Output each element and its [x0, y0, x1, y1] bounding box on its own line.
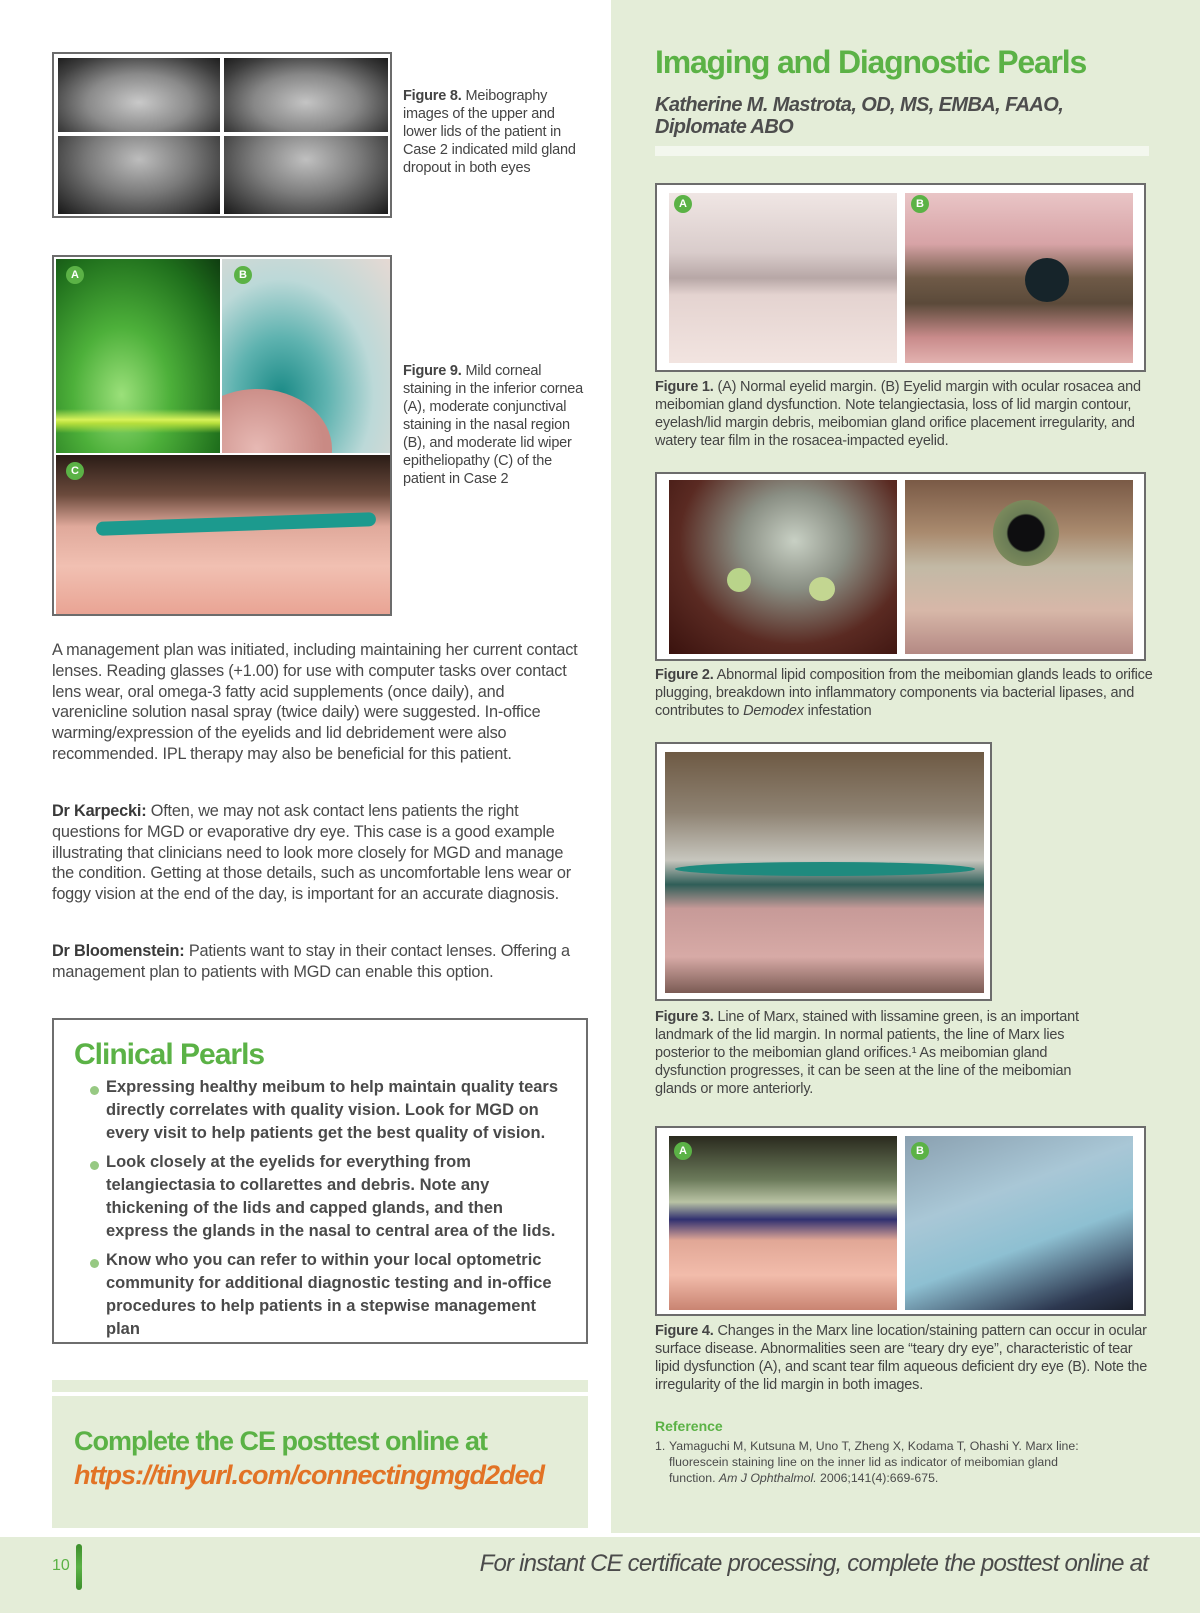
figure-9-label: Figure 9.: [403, 363, 462, 379]
badge-c: C: [66, 462, 84, 480]
badge-b: B: [911, 195, 929, 213]
reference-body: [669, 1438, 1095, 1486]
figure-2-label: Figure 2.: [655, 667, 714, 683]
figure-2-caption: [655, 666, 1155, 720]
ce-posttest-box: [52, 1396, 588, 1528]
teary-dry-eye-photo: [669, 1136, 897, 1310]
figure-9-text: Mild corneal staining in the inferior cornea (A), moderate conjunctival staining in the nasal region (B), and moderate lid wiper epitheliopathy (C) of the patient in Case 2: [403, 363, 583, 487]
meibography-lower-left: [58, 136, 220, 214]
reference-journal: Am J Ophthalmol.: [718, 1471, 817, 1485]
figure-9-image: [52, 255, 392, 616]
figure-2-text: Abnormal lipid composition from the meibomian glands leads to orifice plugging, breakdown into inflammatory components via bacterial lipases, and contributes to: [655, 667, 1153, 719]
bloomenstein-speaker: Dr Bloomenstein:: [52, 942, 185, 960]
reference-heading: Reference: [655, 1418, 723, 1434]
figure-3-label: Figure 3.: [655, 1009, 714, 1025]
clinical-pearls-box: [52, 1018, 588, 1344]
karpecki-text: Often, we may not ask contact lens patients the right questions for MGD or evaporative dry eye. This case is a good example illustrating that clinicians need to look more closely for MGD and manage the condition. Getting at those details, such as uncomfortable lens wear or foggy vision at the end of the day, is important for an accurate diagnosis.: [52, 802, 571, 904]
figure-3-text: Line of Marx, stained with lissamine green, is an important landmark of the lid margin. In normal patients, the line of Marx lies posterior to the meibomian gland orifices.¹ As meibomian gland dysfunction progresses, it can be seen at the line of the meibomian glands or more anteriorly.: [655, 1009, 1079, 1097]
demodex-eye-photo: [905, 480, 1133, 654]
karpecki-speaker: Dr Karpecki:: [52, 802, 147, 820]
pearl-item: Know who you can refer to within your local optometric community for additional diagnostic testing and in-office procedures to help patients in a stepwise management plan: [106, 1251, 552, 1338]
bullet-icon: [90, 1161, 99, 1170]
bullet-icon: [90, 1086, 99, 1095]
figure-4-image: [655, 1126, 1146, 1316]
meibography-upper-right: [224, 58, 388, 132]
figure-1-caption: [655, 378, 1155, 450]
page-number: 10: [52, 1557, 70, 1574]
pearl-item: Expressing healthy meibum to help maintain quality tears directly correlates with quality vision. Look for MGD on every visit to help patients get the best quality of vision.: [106, 1078, 559, 1142]
bloomenstein-paragraph: [52, 941, 582, 983]
figure-2-text-end: infestation: [803, 703, 872, 719]
badge-a: A: [674, 1142, 692, 1160]
karpecki-paragraph: [52, 801, 582, 905]
figure-8-caption: [403, 87, 588, 177]
figure-1-image: [655, 183, 1146, 372]
bullet-icon: [90, 1259, 99, 1268]
clinical-pearls-title: Clinical Pearls: [74, 1038, 265, 1071]
ce-divider: [52, 1380, 588, 1392]
badge-b: B: [234, 266, 252, 284]
conjunctival-staining-photo: [222, 259, 390, 453]
figure-1-text: (A) Normal eyelid margin. (B) Eyelid margin with ocular rosacea and meibomian gland dysfunction. Note telangiectasia, loss of lid margin contour, eyelash/lid margin debris, meibomian gland orifice placement irregularity, and watery tear film in the rosacea-impacted eyelid.: [655, 379, 1141, 449]
badge-a: A: [66, 266, 84, 284]
figure-2-image: [655, 472, 1146, 661]
badge-a: A: [674, 195, 692, 213]
management-plan-paragraph: A management plan was initiated, including maintaining her current contact lenses. Reading glasses (+1.00) for use with computer tasks over contact lens wear, oral omega-3 fatty acid supplements (once daily), and varenicline solution nasal spray (twice daily) were suggested. In-office warming/expression of the eyelids and lid debridement were also recommended. IPL therapy may also be beneficial for this patient.: [52, 641, 578, 763]
ce-posttest-heading: Complete the CE posttest online at: [74, 1426, 488, 1456]
reference-citation: 2006;141(4):669-675.: [816, 1471, 939, 1485]
figure-4-label: Figure 4.: [655, 1323, 714, 1339]
imaging-pearls-title: Imaging and Diagnostic Pearls: [655, 44, 1087, 80]
reference-number: 1.: [655, 1439, 666, 1453]
figure-8-text: Meibography images of the upper and lower lids of the patient in Case 2 indicated mild gland dropout in both eyes: [403, 88, 576, 176]
figure-1-label: Figure 1.: [655, 379, 714, 395]
figure-2-italic: Demodex: [743, 703, 804, 719]
figure-3-image: [655, 742, 992, 1001]
line-of-marx-photo: [665, 752, 984, 993]
title-rule: [655, 146, 1149, 156]
figure-9-caption: [403, 362, 588, 488]
page-marker: [76, 1544, 82, 1590]
meibography-lower-right: [224, 136, 388, 214]
aqueous-deficient-photo: [905, 1136, 1133, 1310]
normal-eyelid-photo: [669, 193, 897, 363]
badge-b: B: [911, 1142, 929, 1160]
meibography-upper-left: [58, 58, 220, 132]
figure-4-text: Changes in the Marx line location/staining pattern can occur in ocular surface disease. Abnormalities seen are “teary dry eye”, characteristic of tear lipid dysfunction (A), and scant tear film aqueous deficient dry eye (B). Note the irregularity of the lid margin in both images.: [655, 1323, 1148, 1393]
lid-wiper-staining-photo: [56, 455, 390, 614]
plugged-glands-photo: [669, 480, 897, 654]
ce-posttest-link[interactable]: https://tinyurl.com/connectingmgd2ded: [74, 1460, 545, 1490]
footer-ce-text: For instant CE certificate processing, complete the posttest online at: [479, 1550, 1148, 1577]
figure-4-caption: [655, 1322, 1155, 1394]
corneal-staining-photo: [56, 259, 220, 453]
pearl-item: Look closely at the eyelids for everything from telangiectasia to collarettes and debris. Note any thickening of the lids and capped glands, and then express the glands in the nasal to central area of the lids.: [106, 1153, 556, 1240]
figure-8-label: Figure 8.: [403, 88, 462, 104]
bloomenstein-text: Patients want to stay in their contact lenses. Offering a management plan to patients with MGD can enable this option.: [52, 942, 570, 981]
figure-8-image: [52, 52, 392, 218]
imaging-pearls-author: Katherine M. Mastrota, OD, MS, EMBA, FAAO, Diplomate ABO: [655, 94, 1064, 138]
figure-3-caption: [655, 1008, 1105, 1098]
reference-text: Yamaguchi M, Kutsuna M, Uno T, Zheng X, Kodama T, Ohashi Y. Marx line: fluorescein staining line on the inner lid as indicator of meibomian gland function.: [669, 1439, 1079, 1485]
rosacea-eyelid-photo: [905, 193, 1133, 363]
